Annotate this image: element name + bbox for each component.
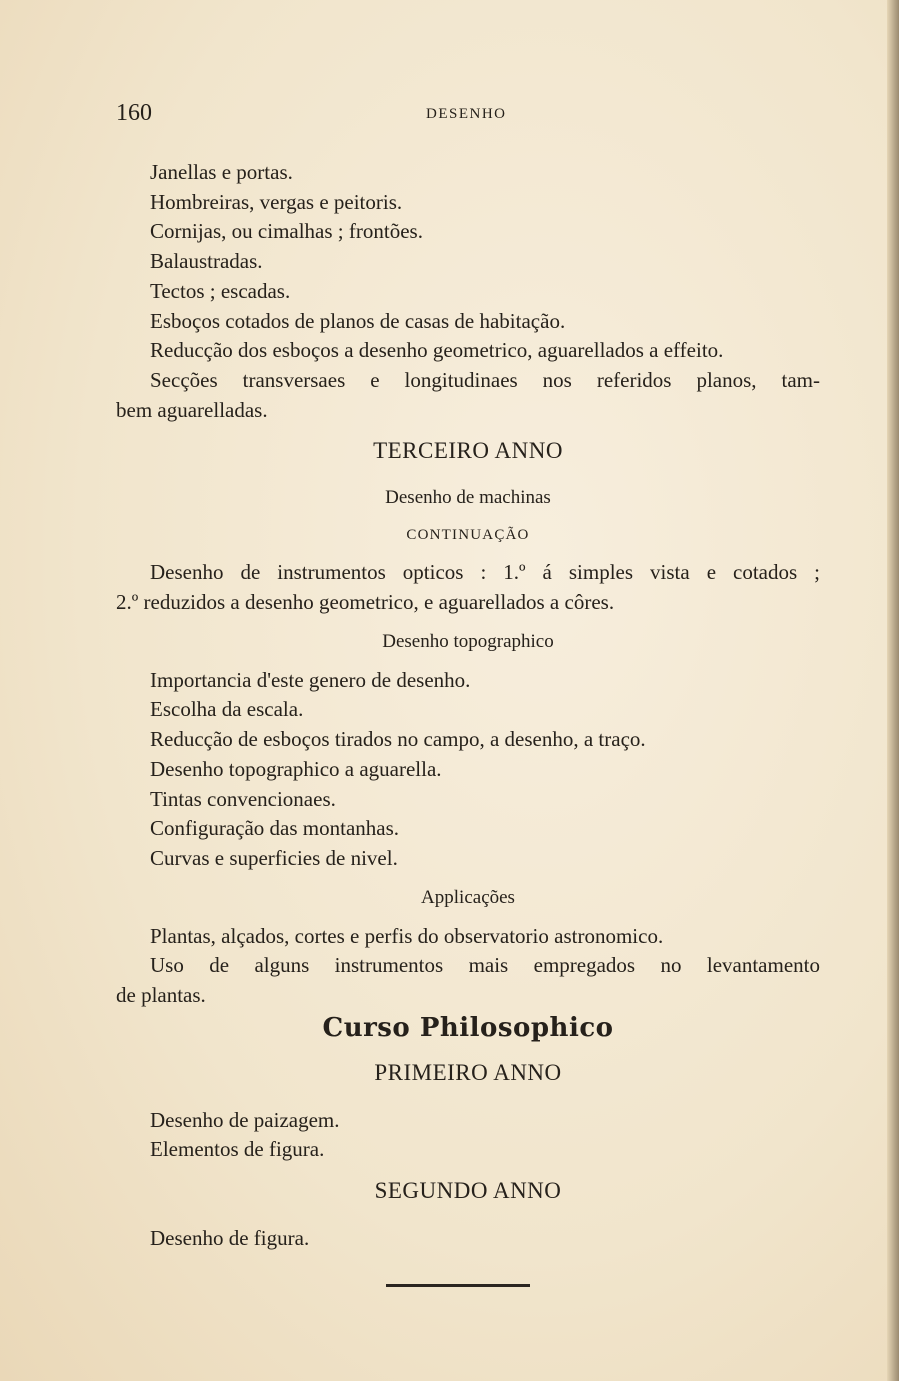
text-line: Desenho de paizagem. [150, 1107, 340, 1132]
text-line: 2.º reduzidos a desenho geometrico, e aguarellados a côres. [116, 590, 615, 615]
text-line: Importancia d'este genero de desenho. [150, 667, 471, 692]
section-heading-segundo-anno: SEGUNDO ANNO [374, 1178, 562, 1204]
subsection-heading-topographico: Desenho topographico [382, 630, 554, 652]
text-line: Desenho topographico a aguarella. [150, 756, 442, 781]
subsection-heading-desenho-machinas: Desenho de machinas [385, 487, 551, 509]
text-line: Secções transversaes e longitudinaes nos referidos planos, tam- [150, 367, 820, 392]
text-line: Configuração das montanhas. [150, 816, 400, 841]
text-line: Elementos de figura. [150, 1137, 325, 1162]
text-line: Desenho de figura. [150, 1226, 310, 1251]
course-heading-curso-philosophico: Curso Philosophico [322, 1012, 614, 1043]
text-line: de plantas. [116, 983, 206, 1008]
page-header [0, 100, 899, 130]
text-line: Balaustradas. [150, 249, 263, 274]
text-line: Plantas, alçados, cortes e perfis do observatorio astronomico. [150, 923, 664, 948]
text-line: Reducção de esboços tirados no campo, a desenho, a traço. [150, 727, 646, 752]
text-line: Cornijas, ou cimalhas ; frontões. [150, 219, 423, 244]
page-number: 160 [116, 100, 152, 126]
text-line: Tectos ; escadas. [150, 278, 291, 303]
text-line: Tintas convencionaes. [150, 786, 336, 811]
page-edge-shadow [887, 0, 899, 1381]
closing-rule [386, 1284, 530, 1287]
text-line: Uso de alguns instrumentos mais empregados no levantamento [150, 953, 820, 978]
text-line: Escolha da escala. [150, 697, 304, 722]
text-line: Janellas e portas. [150, 160, 293, 184]
subsection-heading-applicacoes: Applicações [421, 886, 515, 908]
text-line: Reducção dos esboços a desenho geometrico, aguarellados a effeito. [150, 338, 724, 363]
continuation-label: CONTINUAÇÃO [406, 527, 530, 544]
section-heading-terceiro-anno: TERCEIRO ANNO [373, 438, 563, 464]
running-head: DESENHO [426, 106, 507, 122]
text-line: Hombreiras, vergas e peitoris. [150, 189, 403, 214]
text-line: Curvas e superficies de nivel. [150, 845, 398, 870]
text-line: Esboços cotados de planos de casas de habitação. [150, 308, 566, 333]
text-line: bem aguarelladas. [116, 397, 268, 422]
section-heading-primeiro-anno: PRIMEIRO ANNO [374, 1059, 562, 1085]
page-content [116, 158, 820, 1254]
text-line: Desenho de instrumentos opticos : 1.º á simples vista e cotados ; [150, 560, 820, 585]
